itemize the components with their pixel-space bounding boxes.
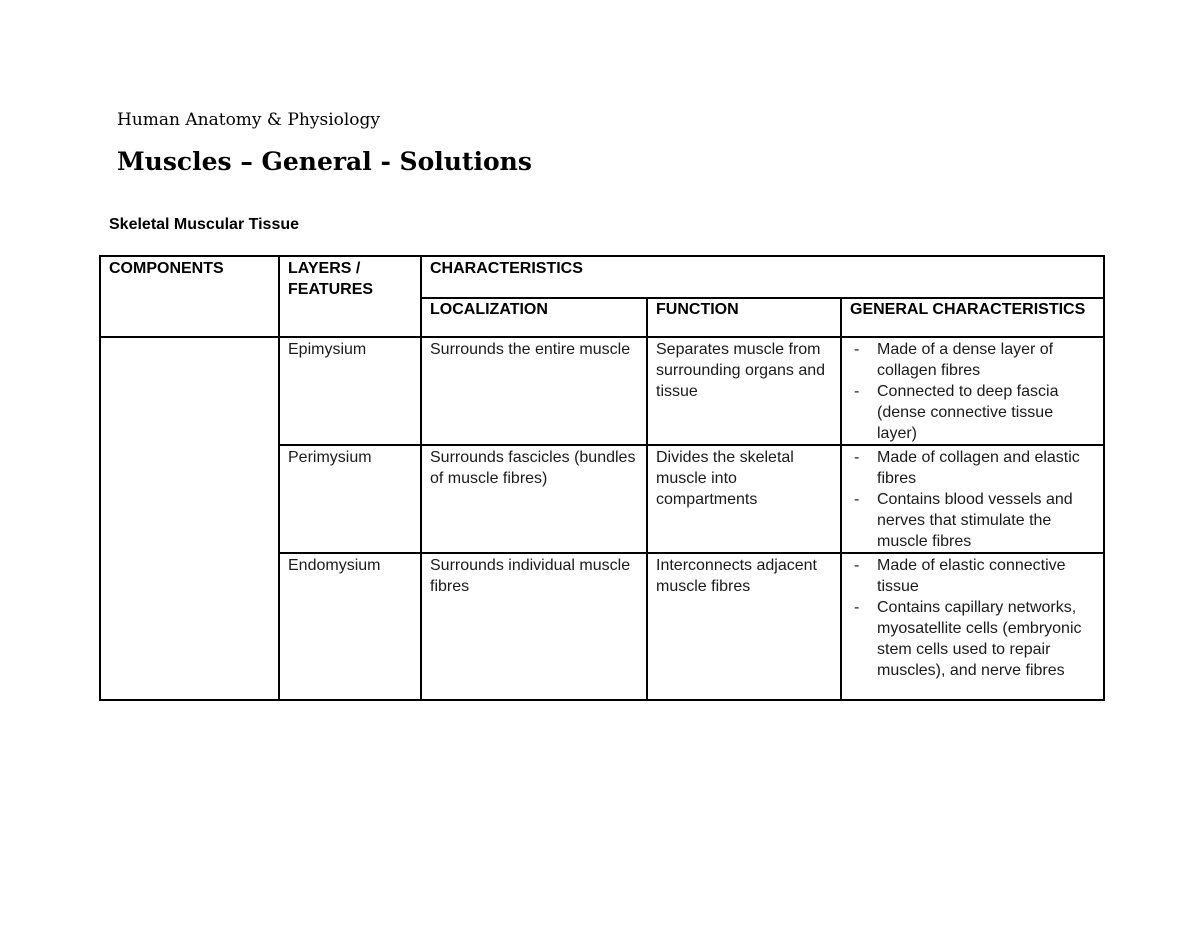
- list-item-text: Contains blood vessels and nerves that stimulate the muscle fibres: [877, 491, 1073, 550]
- list-item-text: Connected to deep fascia (dense connective tissue layer): [877, 383, 1059, 442]
- header-characteristics: [421, 256, 1104, 298]
- header-characteristics-label: CHARACTERISTICS: [430, 260, 583, 277]
- document-subject: Human Anatomy & Physiology: [117, 110, 381, 130]
- header-layers-label: LAYERS / FEATURES: [288, 260, 374, 298]
- header-general-label: GENERAL CHARACTERISTICS: [850, 301, 1086, 318]
- layer-cell: [279, 337, 421, 445]
- general-characteristics-list: [850, 447, 1096, 552]
- list-item: [850, 555, 1096, 597]
- general-characteristics-list: [850, 339, 1096, 444]
- list-item-text: Made of collagen and elastic fibres: [877, 449, 1080, 487]
- general-cell: [841, 445, 1104, 553]
- layer-name: Perimysium: [288, 449, 372, 466]
- function-cell: [647, 445, 841, 553]
- skeletal-muscle-table: [99, 255, 1105, 701]
- list-item-text: Made of a dense layer of collagen fibres: [877, 341, 1054, 379]
- table-header-row: [100, 256, 1104, 298]
- general-cell: [841, 553, 1104, 700]
- bullet-dash: -: [854, 341, 860, 358]
- document-title: Muscles – General - Solutions: [117, 147, 532, 176]
- general-cell: [841, 337, 1104, 445]
- components-cell: [100, 337, 279, 700]
- list-item: [850, 597, 1096, 681]
- header-localization-label: LOCALIZATION: [430, 301, 548, 318]
- layer-cell: [279, 553, 421, 700]
- header-layers: [279, 256, 421, 337]
- localization-cell: [421, 445, 647, 553]
- header-general: [841, 298, 1104, 337]
- function-text: Divides the skeletal muscle into compartments: [656, 449, 794, 508]
- layer-name: Epimysium: [288, 341, 367, 358]
- function-cell: [647, 337, 841, 445]
- section-title: Skeletal Muscular Tissue: [109, 216, 300, 233]
- header-function-label: FUNCTION: [656, 301, 739, 318]
- layer-cell: [279, 445, 421, 553]
- header-components-label: COMPONENTS: [109, 260, 224, 277]
- list-item: [850, 339, 1096, 381]
- localization-text: Surrounds individual muscle fibres: [430, 557, 631, 595]
- layer-name: Endomysium: [288, 557, 381, 574]
- bullet-dash: -: [854, 491, 860, 508]
- header-components: [100, 256, 279, 337]
- list-item-text: Contains capillary networks, myosatellite cells (embryonic stem cells used to repair muscles), and nerve fibres: [877, 599, 1082, 679]
- bullet-dash: -: [854, 599, 860, 616]
- function-text: Separates muscle from surrounding organs and tissue: [656, 341, 826, 400]
- function-text: Interconnects adjacent muscle fibres: [656, 557, 817, 595]
- bullet-dash: -: [854, 383, 860, 400]
- table-row: [100, 337, 1104, 445]
- list-item: [850, 381, 1096, 444]
- function-cell: [647, 553, 841, 700]
- localization-cell: [421, 553, 647, 700]
- list-item-text: Made of elastic connective tissue: [877, 557, 1066, 595]
- general-characteristics-list: [850, 555, 1096, 681]
- localization-text: Surrounds the entire muscle: [430, 341, 631, 358]
- bullet-dash: -: [854, 449, 860, 466]
- bullet-dash: -: [854, 557, 860, 574]
- list-item: [850, 489, 1096, 552]
- localization-text: Surrounds fascicles (bundles of muscle fibres): [430, 449, 636, 487]
- header-localization: [421, 298, 647, 337]
- list-item: [850, 447, 1096, 489]
- header-function: [647, 298, 841, 337]
- localization-cell: [421, 337, 647, 445]
